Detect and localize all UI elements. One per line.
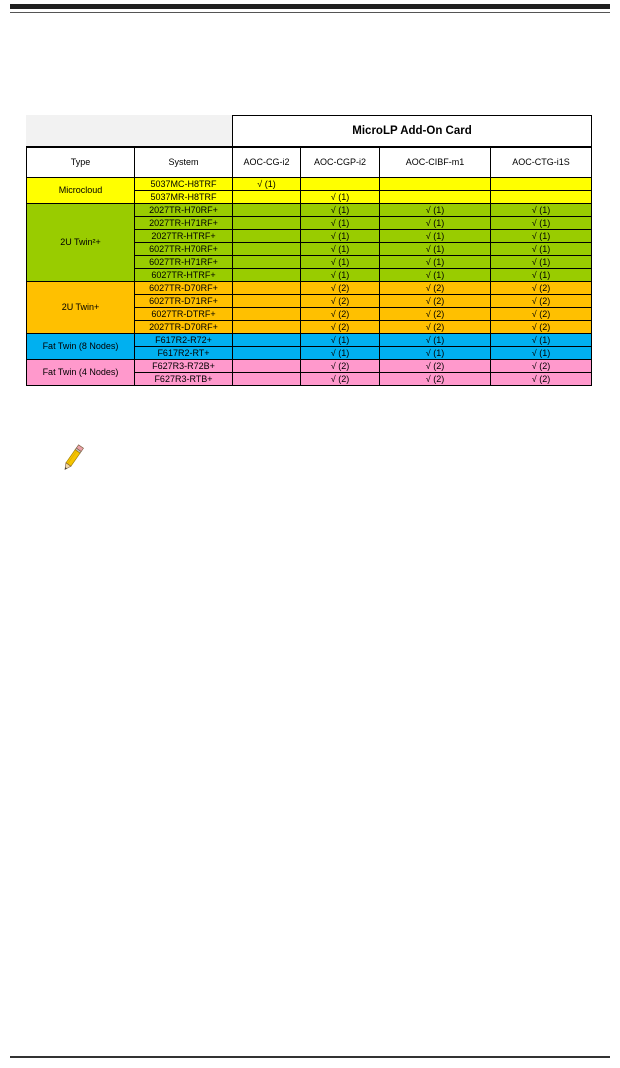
table-row bbox=[27, 282, 592, 295]
compat-cell bbox=[233, 243, 301, 256]
system-cell: 6027TR-H71RF+ bbox=[135, 256, 233, 269]
compat-cell bbox=[233, 321, 301, 334]
compat-cell bbox=[380, 178, 491, 191]
compat-cell: √ (1) bbox=[380, 204, 491, 217]
compat-cell: √ (1) bbox=[491, 256, 592, 269]
compat-cell: √ (2) bbox=[380, 373, 491, 386]
compat-cell: √ (1) bbox=[301, 269, 380, 282]
compat-cell bbox=[233, 217, 301, 230]
group-header: MicroLP Add-On Card bbox=[233, 116, 592, 148]
compat-cell: √ (1) bbox=[301, 217, 380, 230]
table-row bbox=[27, 334, 592, 347]
compat-cell bbox=[233, 308, 301, 321]
system-cell: 6027TR-HTRF+ bbox=[135, 269, 233, 282]
table-row bbox=[27, 178, 592, 191]
compat-cell: √ (1) bbox=[491, 230, 592, 243]
compat-cell: √ (1) bbox=[491, 334, 592, 347]
system-cell: 6027TR-H70RF+ bbox=[135, 243, 233, 256]
pencil-icon bbox=[60, 442, 86, 474]
compat-cell bbox=[301, 178, 380, 191]
compat-cell bbox=[380, 191, 491, 204]
compat-cell bbox=[233, 347, 301, 360]
compat-cell: √ (1) bbox=[301, 230, 380, 243]
group-header-row bbox=[27, 116, 592, 148]
compat-cell: √ (2) bbox=[380, 360, 491, 373]
empty-corner bbox=[27, 116, 233, 148]
system-cell: F627R3-R72B+ bbox=[135, 360, 233, 373]
compat-cell: √ (2) bbox=[491, 308, 592, 321]
table-row bbox=[27, 360, 592, 373]
column-header-aoc-cibf-m1: AOC-CIBF-m1 bbox=[380, 147, 491, 178]
table-row bbox=[27, 204, 592, 217]
compat-cell: √ (2) bbox=[491, 321, 592, 334]
compat-cell: √ (2) bbox=[380, 308, 491, 321]
compat-cell: √ (1) bbox=[491, 269, 592, 282]
compat-cell: √ (2) bbox=[301, 308, 380, 321]
system-cell: 2027TR-D70RF+ bbox=[135, 321, 233, 334]
column-header-type: Type bbox=[27, 147, 135, 178]
compat-cell: √ (1) bbox=[301, 204, 380, 217]
compat-cell: √ (1) bbox=[380, 243, 491, 256]
compat-cell: √ (1) bbox=[301, 347, 380, 360]
compat-cell: √ (2) bbox=[491, 295, 592, 308]
compat-cell: √ (2) bbox=[380, 282, 491, 295]
compat-cell bbox=[233, 373, 301, 386]
compat-cell: √ (2) bbox=[301, 282, 380, 295]
system-cell: 2027TR-H70RF+ bbox=[135, 204, 233, 217]
type-cell: Microcloud bbox=[27, 178, 135, 204]
compat-cell: √ (1) bbox=[380, 269, 491, 282]
compat-cell bbox=[491, 191, 592, 204]
compat-cell: √ (1) bbox=[380, 217, 491, 230]
compat-cell: √ (2) bbox=[380, 295, 491, 308]
system-cell: 5037MR-H8TRF bbox=[135, 191, 233, 204]
column-header-aoc-ctg-i1s: AOC-CTG-i1S bbox=[491, 147, 592, 178]
system-cell: 6027TR-DTRF+ bbox=[135, 308, 233, 321]
column-header-row bbox=[27, 147, 592, 178]
compat-cell: √ (1) bbox=[301, 243, 380, 256]
compat-cell: √ (2) bbox=[301, 373, 380, 386]
system-cell: 2027TR-HTRF+ bbox=[135, 230, 233, 243]
compat-cell: √ (2) bbox=[491, 282, 592, 295]
compat-cell: √ (1) bbox=[491, 204, 592, 217]
compat-cell: √ (1) bbox=[491, 243, 592, 256]
compat-cell: √ (1) bbox=[301, 334, 380, 347]
compat-cell: √ (1) bbox=[380, 347, 491, 360]
column-header-system: System bbox=[135, 147, 233, 178]
system-cell: 6027TR-D70RF+ bbox=[135, 282, 233, 295]
compat-cell bbox=[233, 360, 301, 373]
compat-cell bbox=[491, 178, 592, 191]
compat-cell bbox=[233, 256, 301, 269]
compat-cell: √ (1) bbox=[301, 191, 380, 204]
system-cell: F617R2-R72+ bbox=[135, 334, 233, 347]
compat-cell: √ (2) bbox=[491, 360, 592, 373]
type-cell: Fat Twin (4 Nodes) bbox=[27, 360, 135, 386]
compat-cell bbox=[233, 204, 301, 217]
type-cell: 2U Twin²+ bbox=[27, 204, 135, 282]
compat-cell: √ (1) bbox=[233, 178, 301, 191]
compat-cell: √ (2) bbox=[301, 295, 380, 308]
column-header-aoc-cgp-i2: AOC-CGP-i2 bbox=[301, 147, 380, 178]
compat-cell: √ (1) bbox=[491, 347, 592, 360]
compat-cell bbox=[233, 269, 301, 282]
bottom-rule bbox=[10, 1056, 610, 1058]
compat-cell: √ (1) bbox=[491, 217, 592, 230]
compat-cell: √ (1) bbox=[301, 256, 380, 269]
compatibility-table bbox=[26, 115, 592, 386]
compat-cell: √ (2) bbox=[301, 321, 380, 334]
compat-cell: √ (2) bbox=[491, 373, 592, 386]
compat-cell bbox=[233, 295, 301, 308]
column-header-aoc-cg-i2: AOC-CG-i2 bbox=[233, 147, 301, 178]
compat-cell bbox=[233, 230, 301, 243]
table-body bbox=[27, 178, 592, 386]
system-cell: 2027TR-H71RF+ bbox=[135, 217, 233, 230]
system-cell: 6027TR-D71RF+ bbox=[135, 295, 233, 308]
type-cell: 2U Twin+ bbox=[27, 282, 135, 334]
top-rule bbox=[10, 4, 610, 9]
system-cell: F627R3-RTB+ bbox=[135, 373, 233, 386]
compat-cell bbox=[233, 191, 301, 204]
compat-cell: √ (1) bbox=[380, 256, 491, 269]
compat-cell: √ (2) bbox=[301, 360, 380, 373]
compat-cell bbox=[233, 334, 301, 347]
system-cell: F617R2-RT+ bbox=[135, 347, 233, 360]
compat-cell bbox=[233, 282, 301, 295]
top-rule-thin bbox=[10, 12, 610, 13]
compat-cell: √ (1) bbox=[380, 334, 491, 347]
system-cell: 5037MC-H8TRF bbox=[135, 178, 233, 191]
type-cell: Fat Twin (8 Nodes) bbox=[27, 334, 135, 360]
compat-cell: √ (2) bbox=[380, 321, 491, 334]
compat-cell: √ (1) bbox=[380, 230, 491, 243]
